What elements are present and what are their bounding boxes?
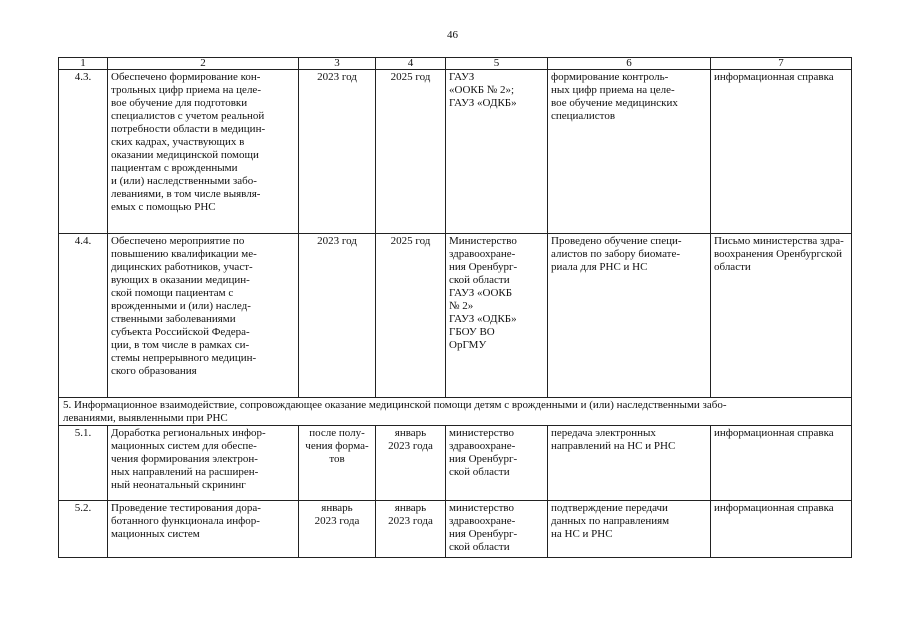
text-line: специалистов с учетом реальной xyxy=(111,110,265,122)
text-line: ных цифр приема на целе- xyxy=(551,84,675,96)
text-line: ботанного функционала инфор- xyxy=(111,515,260,527)
text-line: ции, в том числе в рамках си- xyxy=(111,339,250,351)
header-row xyxy=(59,58,852,70)
text-line: вующих в оказании медицин- xyxy=(111,274,250,286)
text-line: ской области xyxy=(449,466,510,478)
end-cell xyxy=(376,426,446,501)
header-cell: 7 xyxy=(711,58,852,70)
section-row xyxy=(59,398,852,426)
text-line: формирование контроль- xyxy=(551,71,669,83)
header-cell: 2 xyxy=(108,58,299,70)
table-row xyxy=(59,234,852,398)
text-line: здравоохране- xyxy=(449,248,516,260)
text-line: алистов по забору биомате- xyxy=(551,248,681,260)
text-line: ГАУЗ xyxy=(449,71,475,83)
text-line: ГБОУ ВО xyxy=(449,326,495,338)
table-row xyxy=(59,426,852,501)
end-cell xyxy=(376,501,446,558)
text-line: здравоохране- xyxy=(449,440,516,452)
text-line: ственными заболеваниями xyxy=(111,313,236,325)
end-cell xyxy=(376,234,446,398)
table-row xyxy=(59,501,852,558)
text-line: ской области xyxy=(449,274,510,286)
control-cell xyxy=(711,501,852,558)
executor-cell xyxy=(446,70,548,234)
executor-cell xyxy=(446,234,548,398)
text-line: «ООКБ № 2»; xyxy=(449,84,515,96)
header-cell: 1 xyxy=(59,58,108,70)
text-line: стемы непрерывного медицин- xyxy=(111,352,257,364)
text-line: ской помощи пациентам с xyxy=(111,287,234,299)
text-line: трольных цифр приема на целе- xyxy=(111,84,261,96)
text-line: чения формирования электрон- xyxy=(111,453,258,465)
result-cell xyxy=(548,426,711,501)
text-line: здравоохране- xyxy=(449,515,516,527)
text-line: Обеспечено мероприятие по xyxy=(111,235,245,247)
text-line: субъекта Российской Федера- xyxy=(111,326,250,338)
start-cell xyxy=(299,501,376,558)
text-line: 2025 год xyxy=(390,71,431,83)
text-line: риала для РНС и НС xyxy=(551,261,648,273)
start-cell xyxy=(299,426,376,501)
page-number: 46 xyxy=(447,29,458,41)
text-line: потребности области в медицин- xyxy=(111,123,266,135)
text-line: мационных систем xyxy=(111,528,200,540)
text-line: мационных систем для обеспе- xyxy=(111,440,257,452)
text-line: и (или) наследственными забо- xyxy=(111,175,257,187)
text-line: пациентам с врожденными xyxy=(111,162,238,174)
text-line: ный неонатальный скрининг xyxy=(111,479,246,491)
header-cell: 6 xyxy=(548,58,711,70)
text-line: врожденными и (или) наслед- xyxy=(111,300,251,312)
text-line: 2023 год xyxy=(317,71,357,83)
event-cell xyxy=(108,70,299,234)
text-line: данных по направлениям xyxy=(551,515,670,527)
control-cell xyxy=(711,234,852,398)
text-line: информационная справка xyxy=(714,427,834,439)
text-line: январь xyxy=(321,502,353,514)
row-number: 5.1. xyxy=(59,426,108,501)
text-line: Проведение тестирования дора- xyxy=(111,502,261,514)
text-line: № 2» xyxy=(449,300,474,312)
text-line: направлений на НС и РНС xyxy=(551,440,676,452)
start-cell xyxy=(299,70,376,234)
text-line: ОрГМУ xyxy=(449,339,487,351)
text-line: ния Оренбург- xyxy=(449,261,518,273)
text-line: специалистов xyxy=(551,110,616,122)
text-line: вое обучение медицинских xyxy=(551,97,678,109)
text-line: 5. Информационное взаимодействие, сопровождающее оказание медицинской помощи детям с врожденными и (или) наследственными забо- xyxy=(63,399,727,411)
text-line: ния Оренбург- xyxy=(449,528,518,540)
text-line: январь xyxy=(394,427,427,439)
text-line: воохранения Оренбургской xyxy=(714,248,843,260)
text-line: оказании медицинской помощи xyxy=(111,149,259,161)
text-line: после полу- xyxy=(309,427,365,439)
text-line: тов xyxy=(329,453,345,465)
text-line: Письмо министерства здра- xyxy=(714,235,844,247)
text-line: области xyxy=(714,261,751,273)
plan-table xyxy=(58,57,852,558)
text-line: дицинских работников, участ- xyxy=(111,261,253,273)
text-line: повышению квалификации ме- xyxy=(111,248,257,260)
text-line: емых с помощью РНС xyxy=(111,201,216,213)
text-line: на НС и РНС xyxy=(551,528,613,540)
section-heading xyxy=(59,398,852,426)
executor-cell xyxy=(446,501,548,558)
text-line: передача электронных xyxy=(551,427,656,439)
table-row xyxy=(59,70,852,234)
text-line: министерство xyxy=(449,502,515,514)
text-line: вое обучение для подготовки xyxy=(111,97,248,109)
header-cell: 5 xyxy=(446,58,548,70)
text-line: информационная справка xyxy=(714,71,834,83)
text-line: 2023 года xyxy=(388,515,433,527)
event-cell xyxy=(108,426,299,501)
row-number: 5.2. xyxy=(59,501,108,558)
header-cell: 4 xyxy=(376,58,446,70)
result-cell xyxy=(548,234,711,398)
text-line: министерство xyxy=(449,427,515,439)
text-line: информационная справка xyxy=(714,502,834,514)
result-cell xyxy=(548,70,711,234)
end-cell xyxy=(376,70,446,234)
text-line: ГАУЗ «ООКБ xyxy=(449,287,513,299)
text-line: ния Оренбург- xyxy=(449,453,518,465)
control-cell xyxy=(711,70,852,234)
text-line: ГАУЗ «ОДКБ» xyxy=(449,97,517,109)
text-line: ских кадрах, участвующих в xyxy=(111,136,245,148)
text-line: ской области xyxy=(449,541,510,553)
control-cell xyxy=(711,426,852,501)
text-line: ных направлений на расширен- xyxy=(111,466,259,478)
text-line: Министерство xyxy=(449,235,517,247)
text-line: ского образования xyxy=(111,365,197,377)
row-number: 4.4. xyxy=(59,234,108,398)
text-line: Доработка региональных инфор- xyxy=(111,427,266,439)
executor-cell xyxy=(446,426,548,501)
text-line: 2023 года xyxy=(388,440,433,452)
text-line: ГАУЗ «ОДКБ» xyxy=(449,313,517,325)
event-cell xyxy=(108,501,299,558)
event-cell xyxy=(108,234,299,398)
text-line: 2023 года xyxy=(314,515,360,527)
start-cell xyxy=(299,234,376,398)
text-line: подтверждение передачи xyxy=(551,502,668,514)
text-line: чения форма- xyxy=(305,440,369,452)
text-line: январь xyxy=(394,502,427,514)
text-line: Обеспечено формирование кон- xyxy=(111,71,261,83)
result-cell xyxy=(548,501,711,558)
text-line: 2025 год xyxy=(390,235,431,247)
row-number: 4.3. xyxy=(59,70,108,234)
text-line: леваниями, выявленными при РНС xyxy=(63,412,228,424)
header-cell: 3 xyxy=(299,58,376,70)
text-line: Проведено обучение специ- xyxy=(551,235,682,247)
text-line: 2023 год xyxy=(317,235,357,247)
text-line: леваниями, в том числе выявля- xyxy=(111,188,261,200)
